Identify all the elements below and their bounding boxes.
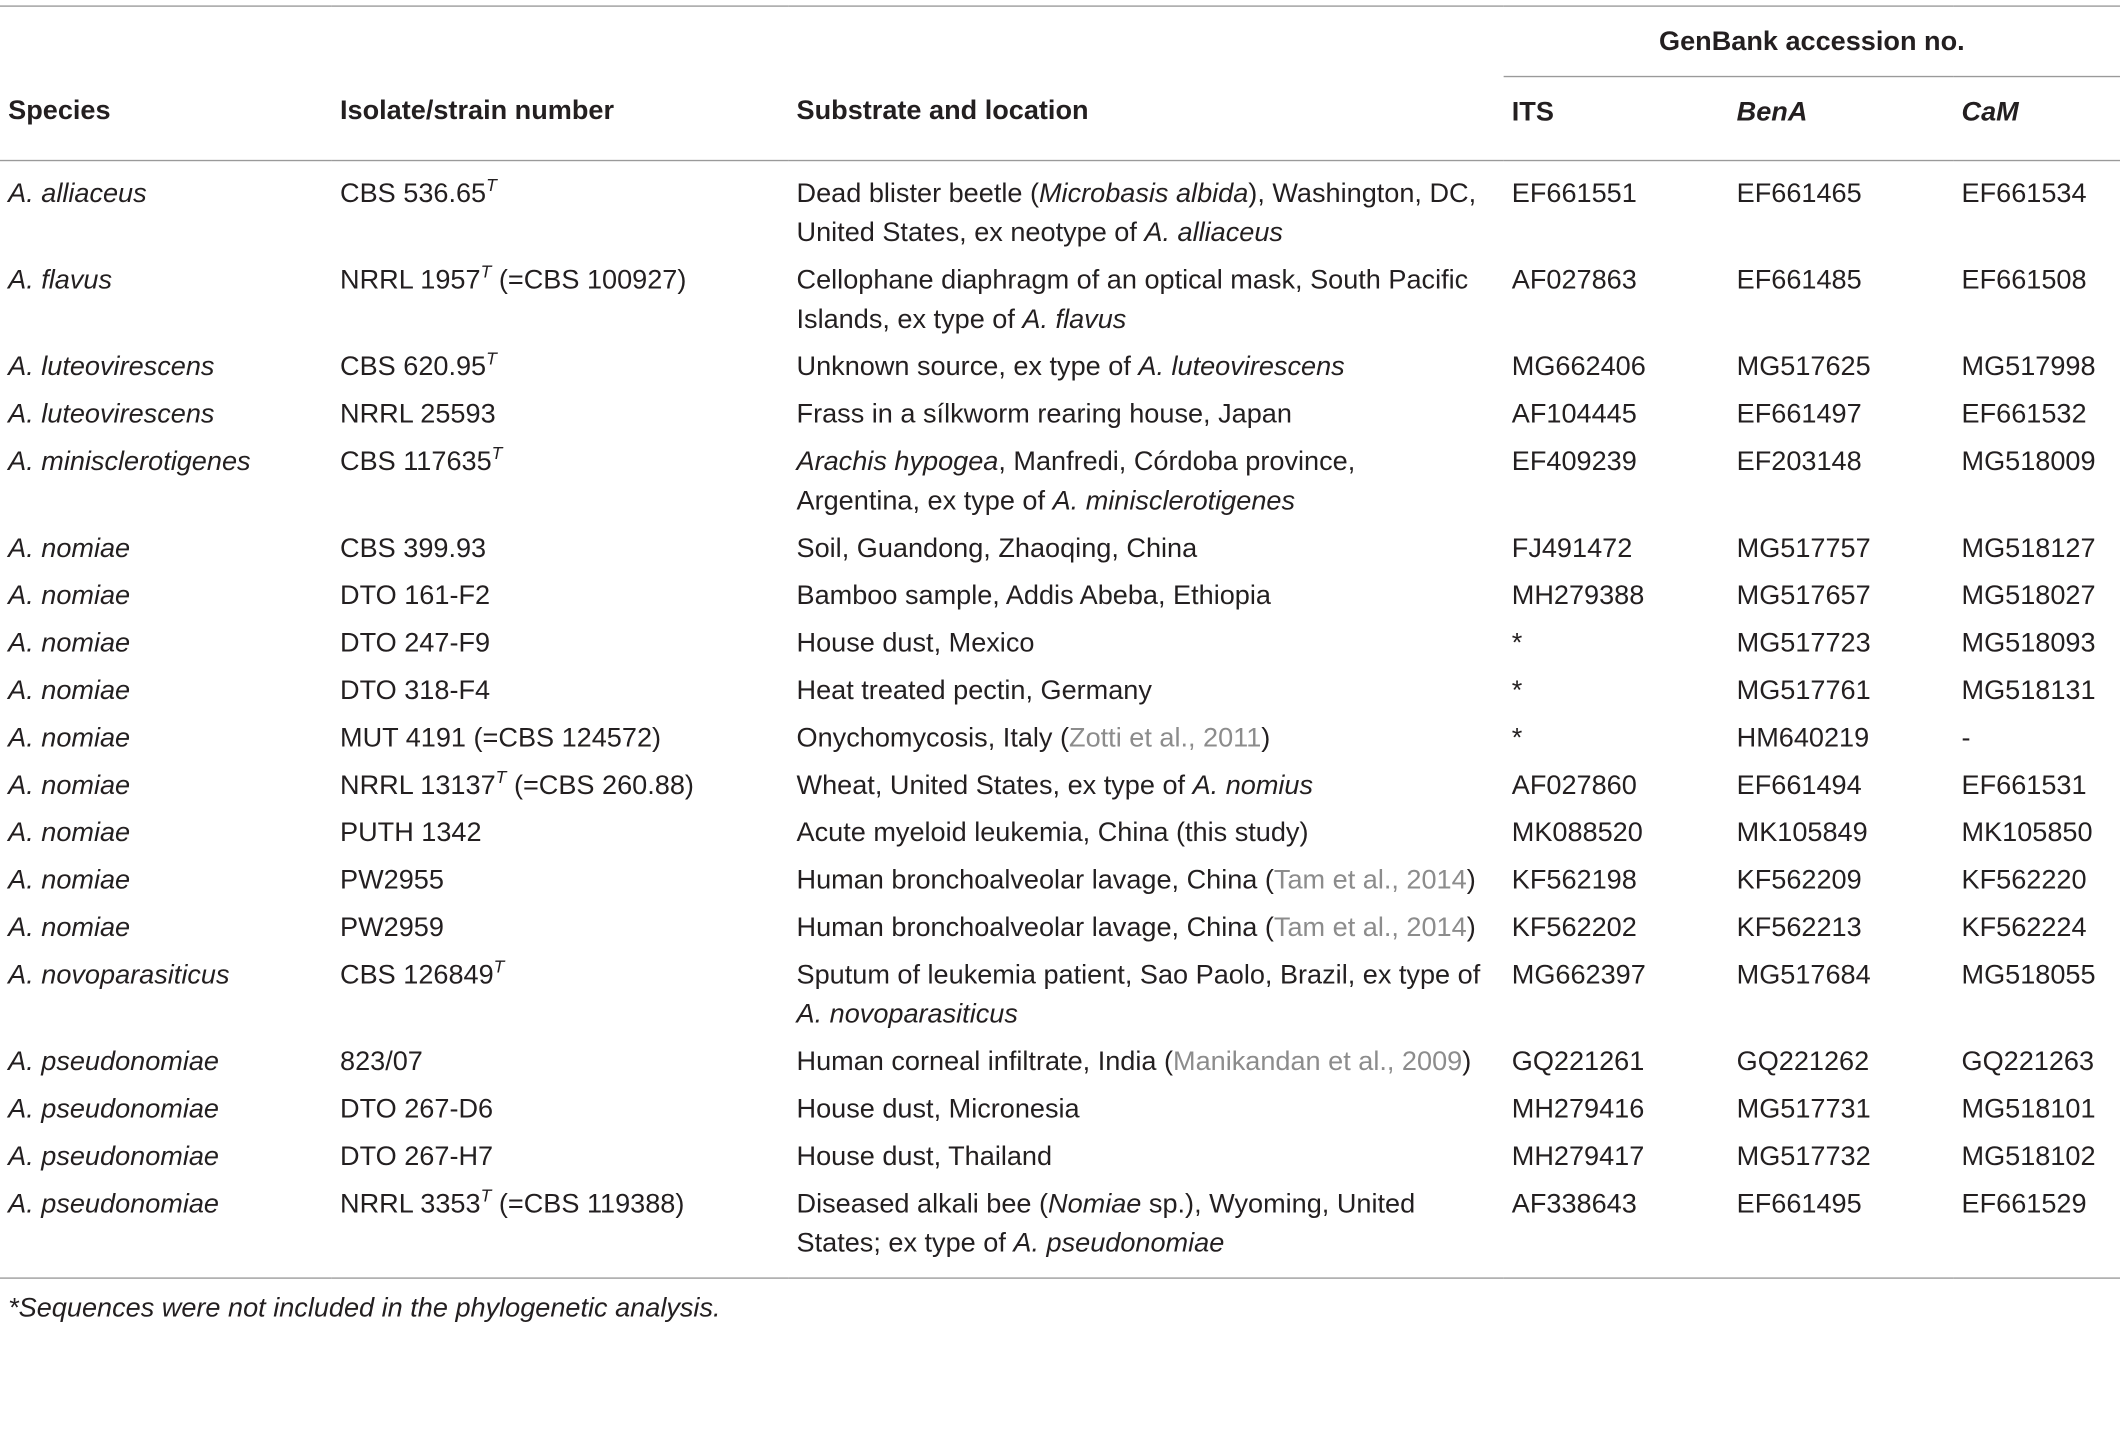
header-spacer (788, 6, 1503, 76)
text-segment: CBS 126849 (340, 959, 494, 990)
cell-bena: HM640219 (1736, 722, 1870, 753)
cell-cam: MG517998 (1961, 351, 2096, 382)
text-segment: Frass in a sílkworm rearing house, Japan (796, 398, 1292, 429)
cell-its: AF027863 (1511, 264, 1637, 295)
cell-species: A. novoparasiticus (8, 959, 230, 990)
text-segment: (=CBS 119388) (491, 1188, 685, 1219)
cell-bena: MG517761 (1736, 675, 1871, 706)
col-header-its: ITS (1504, 76, 1729, 160)
cell-its: EF661551 (1511, 178, 1637, 208)
text-segment: DTO 267-H7 (340, 1141, 494, 1172)
cell-cam: EF661532 (1961, 398, 2087, 429)
cell-species: A. nomiae (8, 675, 131, 706)
cell-strain (332, 667, 789, 714)
text-segment: CBS 117635 (340, 446, 492, 477)
cell-its: MG662406 (1511, 351, 1646, 382)
italic-text: Nomiae (1048, 1188, 1142, 1219)
cell-cam: EF661534 (1961, 178, 2087, 208)
table-row (0, 438, 2120, 525)
cell-strain (332, 343, 789, 390)
cell-species: A. pseudonomiae (8, 1093, 220, 1124)
citation-text: Tam et al., 2014 (1273, 912, 1467, 943)
citation-text: Zotti et al., 2011 (1069, 722, 1262, 753)
table-row (0, 1038, 2120, 1085)
col-header-strain: Isolate/strain number (332, 76, 789, 160)
text-segment: Bamboo sample, Addis Abeba, Ethiopia (796, 580, 1271, 611)
text-segment: NRRL 13137 (340, 770, 496, 800)
table-row (0, 1133, 2120, 1180)
cell-cam: MG518101 (1961, 1093, 2096, 1124)
text-segment: PW2959 (340, 912, 444, 943)
cell-cam: MG518093 (1961, 627, 2096, 658)
citation-text: Tam et al., 2014 (1273, 864, 1467, 895)
col-header-bena: BenA (1729, 76, 1954, 160)
table-row (0, 904, 2120, 951)
cell-strain (332, 1086, 789, 1133)
text-segment: Human bronchoalveolar lavage, China ( (796, 864, 1274, 895)
group-header-row (0, 6, 2120, 76)
cell-its: MH279417 (1511, 1141, 1645, 1172)
cell-its: GQ221261 (1511, 1046, 1645, 1077)
header-spacer (332, 6, 789, 76)
cell-cam: MG518027 (1961, 580, 2096, 611)
text-segment: ) (1466, 864, 1476, 895)
text-segment: Dead blister beetle ( (796, 178, 1039, 208)
cell-substrate (788, 1133, 1503, 1180)
table-row (0, 525, 2120, 572)
table-row (0, 572, 2120, 619)
cell-bena: EF661494 (1736, 770, 1862, 800)
italic-text: A. novoparasiticus (796, 999, 1018, 1029)
italic-text: Microbasis albida (1038, 178, 1249, 208)
cell-its: EF409239 (1511, 446, 1637, 477)
strain-table (0, 5, 2120, 1328)
text-segment: (=CBS 260.88) (506, 770, 694, 800)
cell-bena: MG517732 (1736, 1141, 1871, 1172)
cell-bena: EF661495 (1736, 1188, 1862, 1219)
text-segment: CBS 399.93 (340, 533, 487, 563)
text-segment: Human bronchoalveolar lavage, China ( (796, 912, 1274, 943)
text-segment: DTO 161-F2 (340, 580, 491, 611)
italic-text: A. minisclerotigenes (1052, 485, 1296, 516)
cell-substrate (788, 904, 1503, 951)
cell-species: A. nomiae (8, 627, 131, 658)
col-header-cam: CaM (1953, 76, 2120, 160)
cell-cam: MG518131 (1961, 675, 2096, 706)
cell-species: A. nomiae (8, 580, 131, 611)
cell-cam: MK105850 (1961, 817, 2093, 848)
text-segment: 823/07 (340, 1046, 423, 1077)
table-row (0, 391, 2120, 438)
cell-cam: KF562224 (1961, 912, 2087, 943)
cell-bena: EF661485 (1736, 264, 1862, 295)
cell-cam: - (1961, 722, 1971, 753)
cell-strain (332, 715, 789, 762)
type-marker: T (495, 766, 507, 787)
cell-species: A. pseudonomiae (8, 1141, 220, 1172)
cell-cam: EF661531 (1961, 770, 2087, 800)
cell-bena: MK105849 (1736, 817, 1868, 848)
cell-bena: GQ221262 (1736, 1046, 1870, 1077)
table-row (0, 715, 2120, 762)
cell-strain (332, 1181, 789, 1278)
cell-bena: MG517757 (1736, 533, 1871, 563)
cell-substrate (788, 667, 1503, 714)
text-segment: Human corneal infiltrate, India ( (796, 1046, 1174, 1077)
text-segment: Cellophane diaphragm of an optical mask, South Pacific Islands, ex type of (796, 264, 1469, 334)
cell-strain (332, 620, 789, 667)
cell-species: A. luteovirescens (8, 398, 215, 429)
italic-text: A. flavus (1022, 304, 1127, 334)
cell-strain (332, 525, 789, 572)
cell-species: A. luteovirescens (8, 351, 215, 382)
cell-cam: MG518127 (1961, 533, 2096, 563)
text-segment: PUTH 1342 (340, 817, 482, 848)
text-segment: Onychomycosis, Italy ( (796, 722, 1070, 753)
cell-substrate (788, 525, 1503, 572)
cell-strain (332, 904, 789, 951)
genbank-group-header: GenBank accession no. (1504, 6, 2120, 76)
text-segment: House dust, Mexico (796, 627, 1035, 658)
table-row (0, 620, 2120, 667)
text-segment: , Manfredi, Córdoba province, Argentina, ex type of (796, 446, 1356, 516)
cell-its: FJ491472 (1511, 533, 1633, 563)
cell-species: A. pseudonomiae (8, 1188, 220, 1219)
table-row (0, 160, 2120, 257)
table-row (0, 1181, 2120, 1278)
cell-its: MH279388 (1511, 580, 1645, 611)
text-segment: CBS 620.95 (340, 351, 487, 382)
table-row (0, 762, 2120, 809)
text-segment: Diseased alkali bee ( (796, 1188, 1049, 1219)
cell-cam: EF661508 (1961, 264, 2087, 295)
cell-substrate (788, 620, 1503, 667)
cell-cam: EF661529 (1961, 1188, 2087, 1219)
col-header-species: Species (0, 76, 332, 160)
cell-strain (332, 438, 789, 525)
cell-substrate (788, 952, 1503, 1039)
cell-substrate (788, 857, 1503, 904)
cell-its: * (1511, 675, 1523, 706)
text-segment: (=CBS 100927) (491, 264, 687, 295)
cell-strain (332, 391, 789, 438)
cell-bena: KF562213 (1736, 912, 1862, 943)
table-row (0, 857, 2120, 904)
table-row (0, 257, 2120, 344)
type-marker: T (491, 442, 503, 463)
header-spacer (0, 6, 332, 76)
cell-substrate (788, 343, 1503, 390)
cell-substrate (788, 809, 1503, 856)
cell-species: A. nomiae (8, 817, 131, 848)
cell-substrate (788, 1086, 1503, 1133)
text-segment: ) (1462, 1046, 1472, 1077)
table-body (0, 160, 2120, 1278)
footnote-row (0, 1277, 2120, 1328)
table-row (0, 952, 2120, 1039)
cell-bena: EF661465 (1736, 178, 1862, 208)
italic-text: A. luteovirescens (1138, 351, 1345, 382)
cell-bena: MG517625 (1736, 351, 1871, 382)
column-header-row (0, 76, 2120, 160)
text-segment: CBS 536.65 (340, 178, 487, 208)
cell-its: KF562198 (1511, 864, 1637, 895)
table-row (0, 1086, 2120, 1133)
text-segment: Unknown source, ex type of (796, 351, 1139, 382)
table-row (0, 809, 2120, 856)
cell-strain (332, 572, 789, 619)
text-segment: Wheat, United States, ex type of (796, 770, 1193, 800)
italic-text: A. nomius (1192, 770, 1314, 800)
cell-its: KF562202 (1511, 912, 1637, 943)
cell-cam: KF562220 (1961, 864, 2087, 895)
italic-text: Arachis hypogea (796, 446, 999, 477)
cell-strain (332, 809, 789, 856)
cell-substrate (788, 762, 1503, 809)
text-segment: Acute myeloid leukemia, China (this study) (796, 817, 1309, 848)
cell-its: AF338643 (1511, 1188, 1637, 1219)
cell-species: A. alliaceus (8, 178, 147, 208)
table-header (0, 6, 2120, 160)
cell-bena: MG517731 (1736, 1093, 1871, 1124)
table-footnote: *Sequences were not included in the phylogenetic analysis. (0, 1277, 2120, 1328)
cell-its: MH279416 (1511, 1093, 1645, 1124)
text-segment: ), Washington, DC, United States, ex neotype of (796, 178, 1477, 248)
table-row (0, 343, 2120, 390)
cell-species: A. nomiae (8, 770, 131, 800)
text-segment: sp.), Wyoming, United States; ex type of (796, 1188, 1416, 1258)
cell-strain (332, 857, 789, 904)
cell-substrate (788, 715, 1503, 762)
cell-cam: MG518102 (1961, 1141, 2096, 1172)
cell-bena: KF562209 (1736, 864, 1862, 895)
cell-bena: EF203148 (1736, 446, 1862, 477)
text-segment: ) (1261, 722, 1271, 753)
cell-substrate (788, 438, 1503, 525)
cell-its: * (1511, 722, 1523, 753)
text-segment: ) (1466, 912, 1476, 943)
cell-cam: GQ221263 (1961, 1046, 2095, 1077)
text-segment: DTO 318-F4 (340, 675, 491, 706)
italic-text: A. pseudonomiae (1013, 1227, 1225, 1258)
text-segment: Heat treated pectin, Germany (796, 675, 1152, 706)
text-segment: Sputum of leukemia patient, Sao Paolo, Brazil, ex type of (796, 959, 1481, 990)
cell-its: * (1511, 627, 1523, 658)
italic-text: A. alliaceus (1144, 217, 1283, 248)
cell-bena: EF661497 (1736, 398, 1862, 429)
cell-strain (332, 952, 789, 1039)
cell-cam: MG518055 (1961, 959, 2096, 990)
cell-strain (332, 762, 789, 809)
cell-species: A. flavus (8, 264, 113, 295)
text-segment: DTO 247-F9 (340, 627, 491, 658)
cell-species: A. nomiae (8, 722, 131, 753)
cell-its: AF027860 (1511, 770, 1637, 800)
cell-bena: MG517723 (1736, 627, 1871, 658)
cell-substrate (788, 391, 1503, 438)
text-segment: DTO 267-D6 (340, 1093, 494, 1124)
cell-strain (332, 1038, 789, 1085)
cell-substrate (788, 1038, 1503, 1085)
cell-cam: MG518009 (1961, 446, 2096, 477)
cell-bena: MG517657 (1736, 580, 1871, 611)
type-marker: T (480, 260, 492, 282)
type-marker: T (493, 955, 505, 977)
cell-strain (332, 257, 789, 344)
cell-its: MG662397 (1511, 959, 1646, 990)
type-marker: T (480, 1184, 492, 1205)
cell-strain (332, 160, 789, 257)
cell-its: AF104445 (1511, 398, 1637, 429)
table-row (0, 667, 2120, 714)
text-segment: NRRL 1957 (340, 264, 481, 295)
cell-species: A. nomiae (8, 864, 131, 895)
cell-species: A. nomiae (8, 533, 131, 563)
col-header-substrate: Substrate and location (788, 76, 1503, 160)
citation-text: Manikandan et al., 2009 (1173, 1046, 1463, 1077)
text-segment: NRRL 25593 (340, 398, 496, 429)
type-marker: T (486, 174, 497, 195)
cell-its: MK088520 (1511, 817, 1643, 848)
text-segment: House dust, Micronesia (796, 1093, 1080, 1124)
cell-bena: MG517684 (1736, 959, 1871, 990)
text-segment: NRRL 3353 (340, 1188, 481, 1219)
text-segment: MUT 4191 (=CBS 124572) (340, 722, 662, 753)
cell-species: A. minisclerotigenes (8, 446, 251, 477)
text-segment: Soil, Guandong, Zhaoqing, China (796, 533, 1198, 563)
text-segment: House dust, Thailand (796, 1141, 1053, 1172)
cell-species: A. pseudonomiae (8, 1046, 220, 1077)
cell-species: A. nomiae (8, 912, 131, 943)
type-marker: T (486, 347, 497, 368)
cell-substrate (788, 1181, 1503, 1278)
cell-substrate (788, 572, 1503, 619)
cell-substrate (788, 160, 1503, 257)
text-segment: PW2955 (340, 864, 444, 895)
cell-strain (332, 1133, 789, 1180)
cell-substrate (788, 257, 1503, 344)
